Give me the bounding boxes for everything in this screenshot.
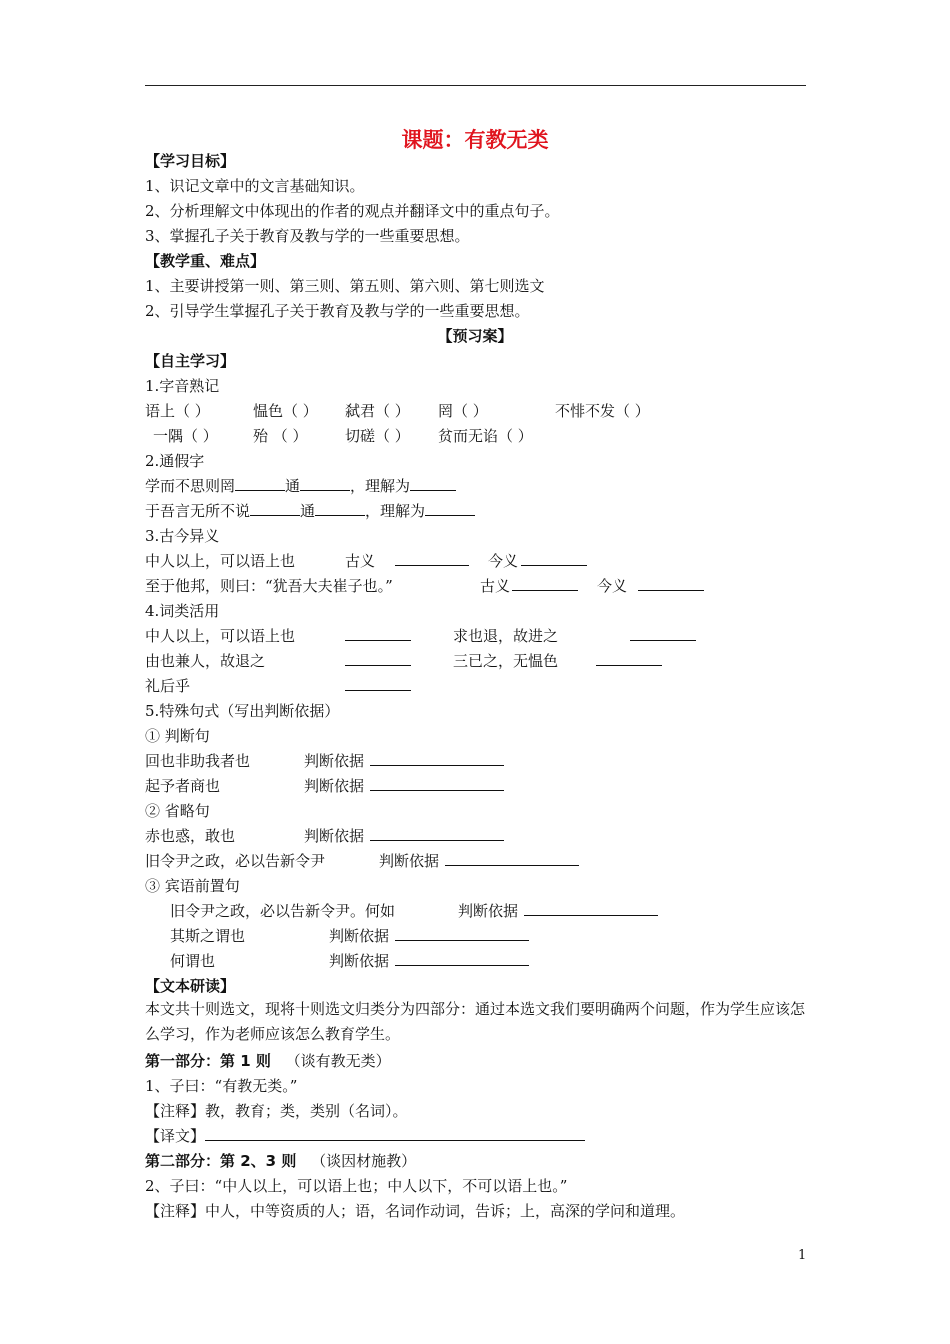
item1: 1、子曰：“有教无类。” bbox=[145, 1077, 298, 1095]
pron-item: 一隅（ ） bbox=[153, 427, 218, 445]
item2: 2、子曰：“中人以上，可以语上也；中人以下，不可以语上也。” bbox=[145, 1177, 568, 1195]
q4-row: 由也兼人，故退之 三已之，无愠色 bbox=[145, 651, 809, 671]
q5-row: 旧令尹之政，必以告新令尹。何如 判断依据 bbox=[145, 901, 809, 921]
q4-row: 中人以上，可以语上也 求也退，故进之 bbox=[145, 626, 809, 646]
answer-blank[interactable] bbox=[345, 626, 411, 641]
pron-item: 不悱不发（ ） bbox=[555, 402, 650, 420]
answer-blank[interactable] bbox=[638, 576, 704, 591]
q4-row: 礼后乎 bbox=[145, 676, 809, 696]
answer-blank[interactable] bbox=[395, 951, 529, 966]
answer-blank[interactable] bbox=[524, 901, 658, 916]
answer-blank[interactable] bbox=[345, 651, 411, 666]
answer-blank[interactable] bbox=[395, 926, 529, 941]
answer-blank[interactable] bbox=[345, 676, 411, 691]
q3-row: 至于他邦，则曰：“犹吾大夫崔子也。” 古义 今义 bbox=[145, 576, 809, 596]
answer-blank[interactable] bbox=[521, 551, 587, 566]
self-study-heading: 【自主学习】 bbox=[145, 352, 236, 370]
goal-item: 2、分析理解文中体现出的作者的观点并翻译文中的重点句子。 bbox=[145, 202, 560, 220]
answer-blank[interactable] bbox=[596, 651, 662, 666]
answer-blank[interactable] bbox=[300, 476, 350, 491]
answer-blank[interactable] bbox=[370, 826, 504, 841]
keypoint-item: 1、主要讲授第一则、第三则、第五则、第六则、第七则选文 bbox=[145, 277, 545, 295]
answer-blank[interactable] bbox=[250, 501, 300, 516]
q5-row: 回也非助我者也 判断依据 bbox=[145, 751, 809, 771]
answer-blank[interactable] bbox=[512, 576, 578, 591]
q3-title: 3.古今异义 bbox=[145, 527, 220, 545]
q5-row: 何谓也 判断依据 bbox=[145, 951, 809, 971]
answer-blank[interactable] bbox=[445, 851, 579, 866]
preview-heading: 【预习案】 bbox=[437, 327, 513, 345]
part1-heading: 第一部分：第 1 则 （谈有教无类） bbox=[145, 1052, 391, 1070]
q1-row1 bbox=[145, 401, 809, 421]
reading-heading: 【文本研读】 bbox=[145, 977, 236, 995]
q2-row: 于吾言无所不说 通 ，理解为 bbox=[145, 501, 475, 521]
q5-row: 赤也惑，敢也 判断依据 bbox=[145, 826, 809, 846]
answer-blank[interactable] bbox=[235, 476, 285, 491]
answer-blank[interactable] bbox=[630, 626, 696, 641]
q5-row: 其斯之谓也 判断依据 bbox=[145, 926, 809, 946]
q1-title: 1.字音熟记 bbox=[145, 377, 220, 395]
keypoints-heading: 【教学重、难点】 bbox=[145, 252, 266, 270]
pron-item: 殆 （ ） bbox=[253, 427, 308, 445]
answer-blank[interactable] bbox=[315, 501, 365, 516]
q5-group-label: ③ 宾语前置句 bbox=[145, 877, 240, 895]
goal-item: 3、掌握孔子关于教育及教与学的一些重要思想。 bbox=[145, 227, 470, 245]
pron-item: 罔（ ） bbox=[438, 402, 488, 420]
q5-group-label: ② 省略句 bbox=[145, 802, 210, 820]
page-number: 1 bbox=[798, 1248, 807, 1263]
q5-title: 5.特殊句式（写出判断依据） bbox=[145, 702, 340, 720]
pron-item: 切磋（ ） bbox=[345, 427, 410, 445]
page-title: 课题：有教无类 bbox=[401, 128, 549, 152]
answer-blank[interactable] bbox=[370, 776, 504, 791]
answer-blank[interactable] bbox=[425, 501, 475, 516]
q3-row: 中人以上，可以语上也 古义 今义 bbox=[145, 551, 809, 571]
answer-blank[interactable] bbox=[395, 551, 469, 566]
answer-blank[interactable] bbox=[370, 751, 504, 766]
q2-title: 2.通假字 bbox=[145, 452, 205, 470]
q1-row2 bbox=[145, 426, 809, 446]
answer-blank[interactable] bbox=[410, 476, 456, 491]
pron-item: 愠色（ ） bbox=[253, 402, 318, 420]
part2-heading: 第二部分：第 2、3 则 （谈因材施教） bbox=[145, 1152, 417, 1170]
translation-row: 【译文】 bbox=[145, 1126, 585, 1146]
goals-heading: 【学习目标】 bbox=[145, 152, 236, 170]
note2: 【注释】中人，中等资质的人；语，名词作动词，告诉；上，高深的学问和道理。 bbox=[145, 1202, 686, 1220]
pron-item: 贫而无谄（ ） bbox=[438, 427, 533, 445]
pron-item: 语上（ ） bbox=[145, 402, 210, 420]
q5-group-label: ① 判断句 bbox=[145, 727, 210, 745]
translation-blank[interactable] bbox=[205, 1126, 585, 1141]
keypoint-item: 2、引导学生掌握孔子关于教育及教与学的一些重要思想。 bbox=[145, 302, 530, 320]
reading-intro: 本文共十则选文，现将十则选文归类分为四部分：通过本选文我们要明确两个问题，作为学生应该怎么学习，作为老师应该怎么教育学生。 bbox=[145, 1000, 806, 1043]
header-rule bbox=[145, 85, 806, 86]
q5-row: 旧令尹之政，必以告新令尹 判断依据 bbox=[145, 851, 809, 871]
pron-item: 弑君（ ） bbox=[345, 402, 410, 420]
goal-item: 1、识记文章中的文言基础知识。 bbox=[145, 177, 365, 195]
note1: 【注释】教，教育；类，类别（名词）。 bbox=[145, 1102, 408, 1120]
q2-row: 学而不思则罔 通 ，理解为 bbox=[145, 476, 456, 496]
q5-row: 起予者商也 判断依据 bbox=[145, 776, 809, 796]
q4-title: 4.词类活用 bbox=[145, 602, 220, 620]
